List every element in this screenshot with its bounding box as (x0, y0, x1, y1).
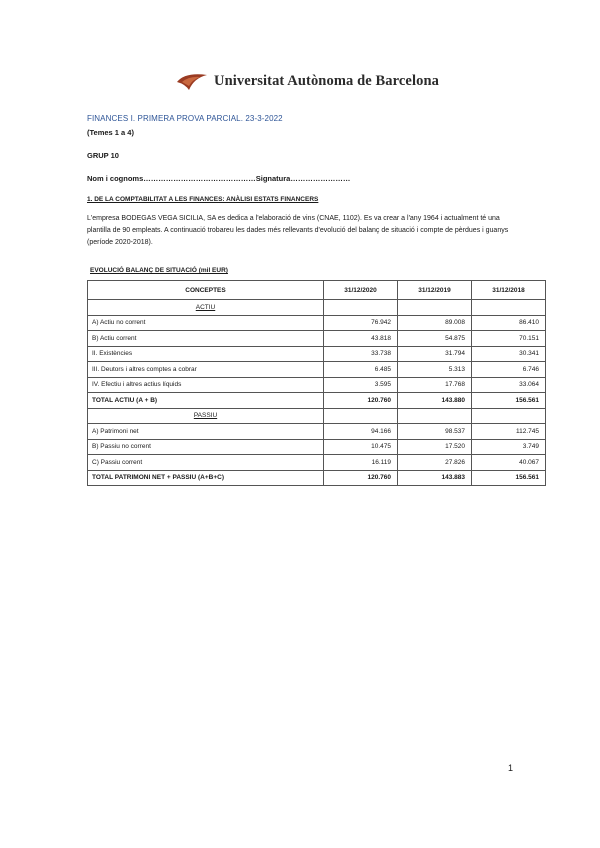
value-2020: 6.485 (324, 362, 398, 378)
row-label: B) Actiu corrent (88, 331, 324, 347)
table-row (88, 331, 546, 347)
table-row (88, 315, 546, 331)
table-caption: EVOLUCIÓ BALANÇ DE SITUACIÓ (mil EUR) (90, 267, 228, 274)
value-2020: 3.595 (324, 377, 398, 393)
intro-paragraph: L'empresa BODEGAS VEGA SICILIA, SA es dedica a l'elaboració de vins (CNAE, 1102). Es va crear a l'any 1964 i actualment té una plantilla de 90 empleats. A continuació trobareu les dades més rellevants d'evolució del balanç de situació i compte de pèrdues i guanys (període 2020-2018). (87, 215, 509, 246)
value-2018: 3.749 (472, 439, 546, 455)
value-2018: 156.561 (472, 470, 546, 486)
row-label: A) Patrimoni net (88, 424, 324, 440)
page-number: 1 (508, 763, 514, 773)
value-2019: 27.826 (398, 455, 472, 471)
balance-sheet-table (87, 280, 546, 486)
column-header: CONCEPTES (88, 281, 324, 300)
value-2020: 16.119 (324, 455, 398, 471)
name-signature-line: Nom i cognoms………………………………………Signatura…………………… (87, 174, 351, 183)
value-2019: 17.520 (398, 439, 472, 455)
value-2019: 98.537 (398, 424, 472, 440)
value-2018: 33.064 (472, 377, 546, 393)
column-header: 31/12/2020 (324, 281, 398, 300)
exam-title: FINANCES I. PRIMERA PROVA PARCIAL. 23-3-2022 (87, 114, 283, 123)
value-2020: 10.475 (324, 439, 398, 455)
value-2020: 43.818 (324, 331, 398, 347)
column-header: 31/12/2018 (472, 281, 546, 300)
value-2019: 143.880 (398, 393, 472, 409)
table-header-row (88, 281, 546, 300)
uab-emblem-icon (176, 70, 208, 92)
value-2018: 112.745 (472, 424, 546, 440)
table-row (88, 362, 546, 378)
row-label: III. Deutors i altres comptes a cobrar (88, 362, 324, 378)
value-2018: 156.561 (472, 393, 546, 409)
value-2020: 120.760 (324, 470, 398, 486)
value-2019: 54.875 (398, 331, 472, 347)
total-actiu-row (88, 393, 546, 409)
value-2018: 86.410 (472, 315, 546, 331)
row-label: TOTAL PATRIMONI NET + PASSIU (A+B+C) (88, 470, 324, 486)
row-label: TOTAL ACTIU (A + B) (88, 393, 324, 409)
table-row (88, 346, 546, 362)
table-row (88, 424, 546, 440)
university-logo (176, 70, 439, 92)
section-label: PASSIU (88, 408, 324, 424)
university-name: Universitat Autònoma de Barcelona (214, 72, 439, 89)
value-2020: 76.942 (324, 315, 398, 331)
value-2018: 6.746 (472, 362, 546, 378)
column-header: 31/12/2019 (398, 281, 472, 300)
row-label: IV. Efectiu i altres actius líquids (88, 377, 324, 393)
actiu-section-row (88, 300, 546, 316)
row-label: A) Actiu no corrent (88, 315, 324, 331)
total-passiu-row (88, 470, 546, 486)
table-row (88, 377, 546, 393)
value-2019: 5.313 (398, 362, 472, 378)
section-heading: 1. DE LA COMPTABILITAT A LES FINANCES: ANÀLISI ESTATS FINANCERS (87, 196, 319, 203)
row-label: C) Passiu corrent (88, 455, 324, 471)
row-label: B) Passiu no corrent (88, 439, 324, 455)
table-row (88, 455, 546, 471)
value-2019: 17.768 (398, 377, 472, 393)
value-2020: 120.760 (324, 393, 398, 409)
exam-topics: (Temes 1 a 4) (87, 128, 134, 137)
group-label: GRUP 10 (87, 151, 119, 160)
value-2019: 31.794 (398, 346, 472, 362)
value-2018: 40.067 (472, 455, 546, 471)
section-label: ACTIU (88, 300, 324, 316)
value-2020: 94.166 (324, 424, 398, 440)
value-2020: 33.738 (324, 346, 398, 362)
row-label: II. Existències (88, 346, 324, 362)
passiu-section-row (88, 408, 546, 424)
value-2019: 89.008 (398, 315, 472, 331)
value-2018: 70.151 (472, 331, 546, 347)
table-row (88, 439, 546, 455)
value-2019: 143.883 (398, 470, 472, 486)
value-2018: 30.341 (472, 346, 546, 362)
